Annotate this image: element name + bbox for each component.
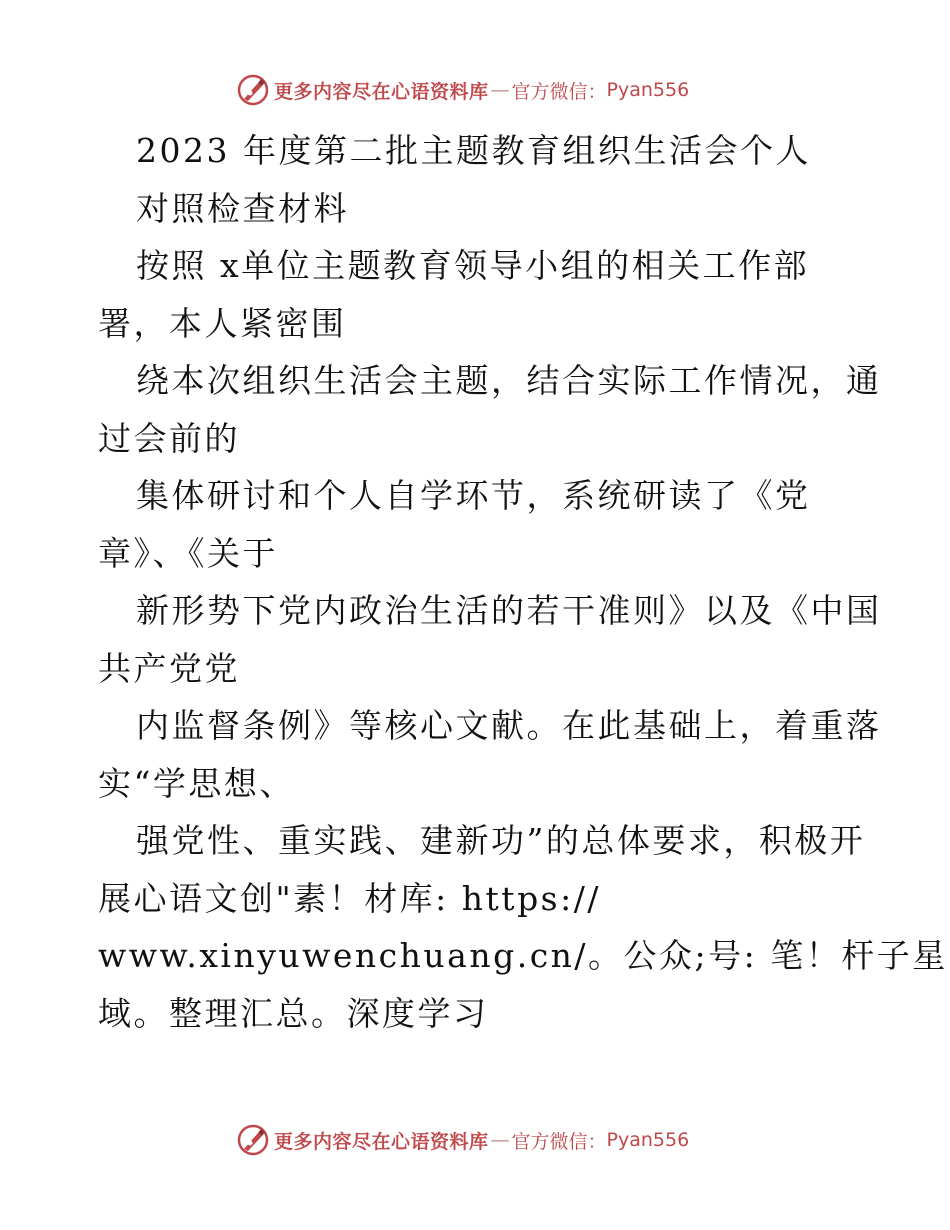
title-line-2: 对照检查材料 xyxy=(136,188,349,228)
paragraph-line: 实“学思想、 xyxy=(98,763,295,803)
paragraph-line: 内监督条例》等核心文献。在此基础上，着重落 xyxy=(136,706,882,745)
banner-wechat-id: Pyan556 xyxy=(606,1129,690,1151)
banner-title: 更多内容尽在心语资料库 xyxy=(274,80,489,103)
paragraph-line: 强党性、重实践、建新功”的总体要求，积极开 xyxy=(136,821,866,860)
paragraph-line: www.xinyuwenchuang.cn/。公众;号: 笔！杆子星 xyxy=(98,936,948,975)
document-body xyxy=(98,122,948,1042)
banner-wechat-id: Pyan556 xyxy=(606,79,690,101)
paragraph-line: 展心语文创"素！材库: https:// xyxy=(98,878,601,918)
banner-wechat-label: 官方微信： xyxy=(511,1130,607,1153)
banner-title: 更多内容尽在心语资料库 xyxy=(274,1130,489,1153)
pen-logo-icon xyxy=(236,1123,270,1157)
pen-logo-icon xyxy=(236,73,270,107)
paragraph-line: 署，本人紧密围 xyxy=(98,303,347,343)
banner-separator: — xyxy=(490,1129,510,1151)
paragraph-line: 域。整理汇总。深度学习 xyxy=(98,993,489,1033)
footer-banner xyxy=(236,1122,756,1158)
banner-wechat-label: 官方微信： xyxy=(511,80,607,103)
paragraph-line: 按照 x单位主题教育领导小组的相关工作部 xyxy=(136,246,810,285)
paragraph-line: 新形势下党内政治生活的若干准则》以及《中国 xyxy=(136,591,882,630)
header-banner xyxy=(236,72,756,108)
banner-separator: — xyxy=(490,79,510,101)
paragraph-line: 集体研讨和个人自学环节，系统研读了《党 xyxy=(136,476,811,515)
paragraph-line: 绕本次组织生活会主题，结合实际工作情况，通 xyxy=(136,361,882,400)
paragraph-line: 章》、《关于 xyxy=(98,533,278,573)
paragraph-line: 共产党党 xyxy=(98,648,240,688)
title-line-1: 2023 年度第二批主题教育组织生活会个人 xyxy=(136,131,811,170)
paragraph-line: 过会前的 xyxy=(98,418,240,458)
